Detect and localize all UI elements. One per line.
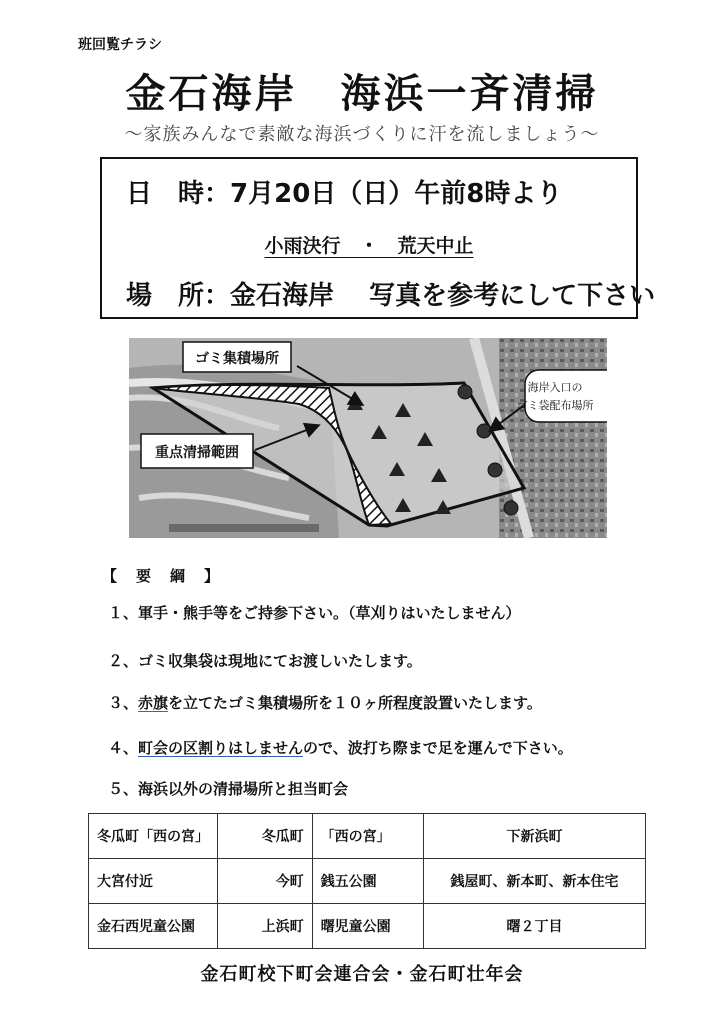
venue-town: 今町 — [218, 859, 313, 904]
outline-heading: 【 要 綱 】 — [102, 567, 222, 585]
outline-item-3 — [108, 692, 542, 713]
label-focus-area: 重点清掃範囲 — [155, 445, 239, 461]
weather-policy — [102, 231, 636, 258]
place-row — [126, 275, 655, 312]
label-entrance-line1: 海岸入口の — [527, 381, 583, 394]
table-row — [89, 814, 646, 859]
header-tag: 班回覧チラシ — [78, 37, 162, 53]
venue-place: 冬瓜町「西の宮」 — [89, 814, 218, 859]
date-label: 日 時： — [126, 179, 231, 209]
venue-place: 銭五公園 — [312, 859, 423, 904]
date-value: 7月20日（日）午前8時より — [230, 179, 563, 209]
organizers-footer: 金石町校下町会連合会・金石町壮年会 — [200, 964, 524, 985]
item4-underlined: 町会の区割りはしません — [138, 739, 304, 757]
venue-place: 金石西児童公園 — [89, 904, 218, 949]
table-row — [89, 904, 646, 949]
outline-item-5: ５、海浜以外の清掃場所と担当町会 — [108, 780, 349, 798]
item3-suffix: を立てたゴミ集積場所を１０ヶ所程度設置いたします。 — [168, 694, 542, 712]
date-row — [126, 173, 562, 210]
item3-prefix: ３、 — [108, 694, 139, 712]
place-value: 金石海岸 写真を参考にして下さい — [230, 281, 656, 311]
event-info-box — [100, 157, 656, 319]
venue-town: 冬瓜町 — [218, 814, 313, 859]
item4-suffix: ので、波打ち際まで足を運んで下さい。 — [303, 739, 573, 757]
venue-table — [88, 813, 646, 949]
venue-place: 「西の宮」 — [312, 814, 423, 859]
weather-text: 小雨決行 ・ 荒天中止 — [264, 235, 474, 257]
venue-town: 上浜町 — [218, 904, 313, 949]
label-collection-site: ゴミ集積場所 — [195, 351, 279, 367]
venue-place: 曙児童公園 — [312, 904, 423, 949]
beach-map-photo — [129, 338, 607, 538]
venue-town: 銭屋町、新本町、新本住宅 — [424, 859, 646, 904]
outline-item-4 — [108, 737, 573, 758]
page-subtitle: ～家族みんなで素敵な海浜づくりに汗を流しましょう～ — [124, 124, 600, 145]
venue-place: 大宮付近 — [89, 859, 218, 904]
venue-town: 下新浜町 — [424, 814, 646, 859]
label-entrance-line2: ゴミ袋配布場所 — [516, 399, 594, 412]
item3-underlined: 赤旗 — [138, 694, 169, 712]
venue-town: 曙２丁目 — [424, 904, 646, 949]
outline-item-2: ２、ゴミ収集袋は現地にてお渡しいたします。 — [108, 652, 422, 670]
outline-item-1: １、軍手・熊手等をご持参下さい。（草刈りはいたしません） — [108, 604, 521, 622]
page-title: 金石海岸 海浜一斉清掃 — [125, 71, 599, 117]
table-row — [89, 859, 646, 904]
item4-prefix: ４、 — [108, 739, 139, 757]
place-label: 場 所： — [126, 281, 231, 311]
